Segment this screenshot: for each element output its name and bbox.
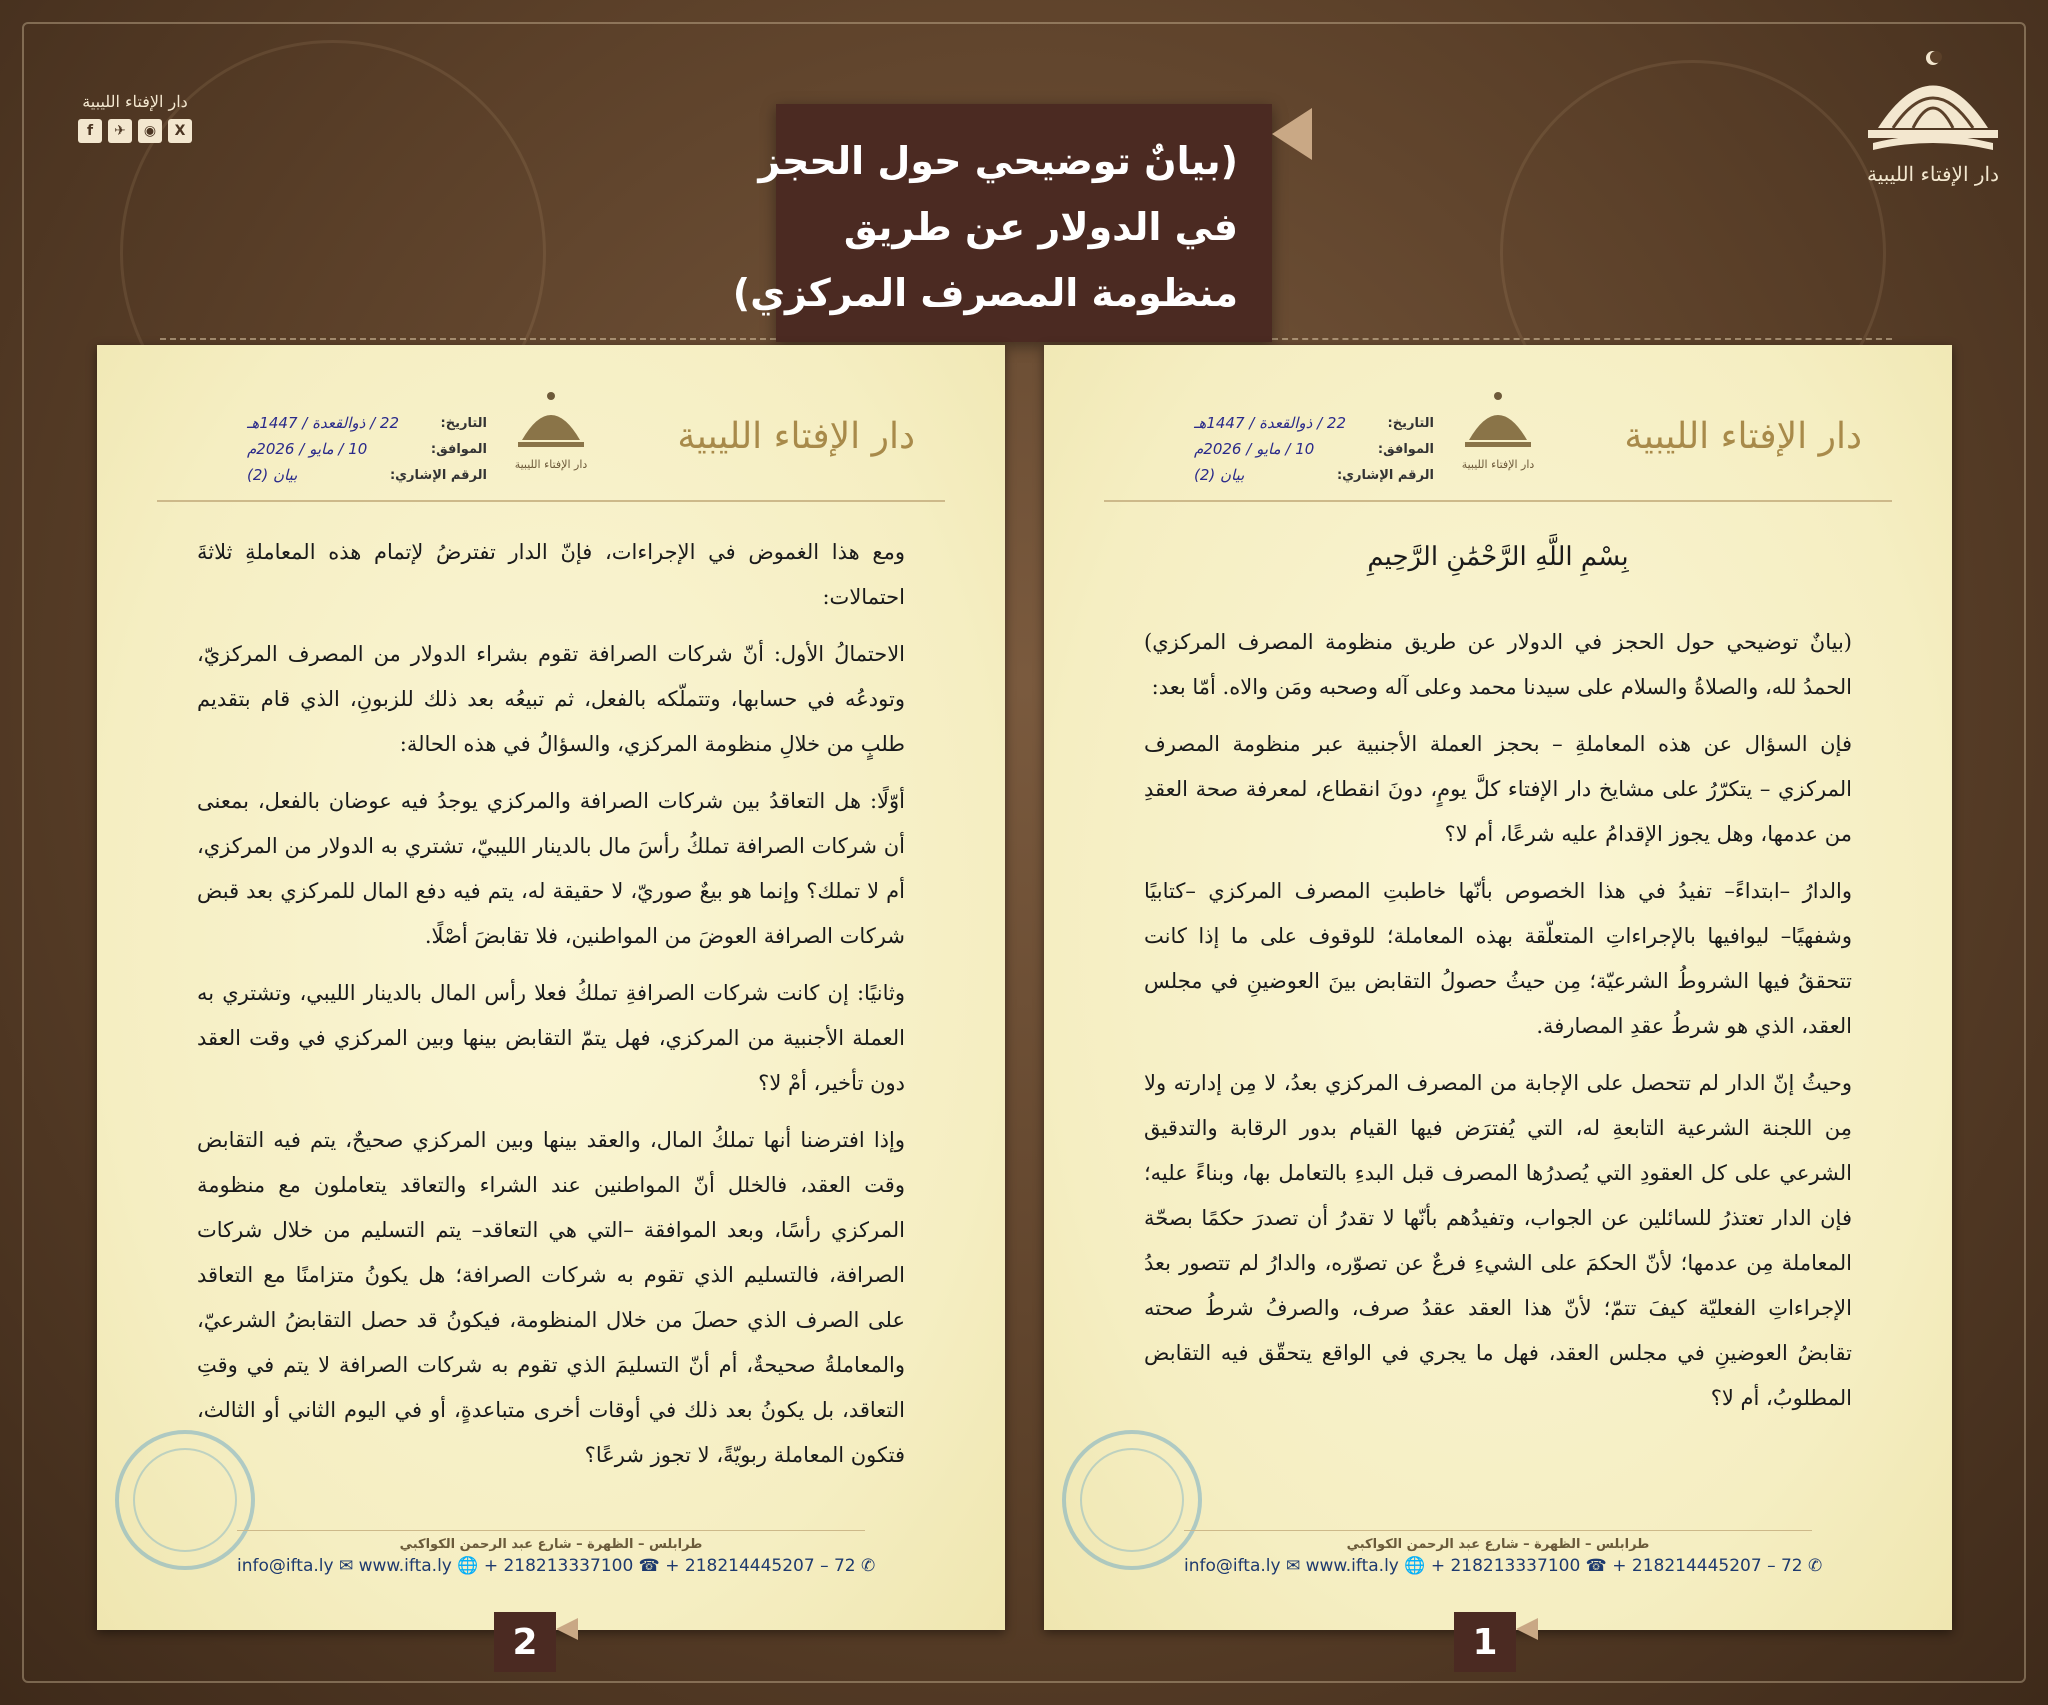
header-rule <box>1104 500 1892 502</box>
footer-rule <box>237 1530 865 1531</box>
page-1-body <box>1144 530 1852 1480</box>
page-2-body <box>197 530 905 1480</box>
corresponding-label: الموافق: <box>430 441 487 457</box>
page-number-arrow-icon <box>556 1618 578 1640</box>
dome-logo-icon <box>1858 48 2008 158</box>
footer-address: طرابلس – الظهرة – شارع عبد الرحمن الكواكبي <box>1346 1537 1650 1552</box>
ref-label: الرقم الإشاري: <box>1336 467 1434 483</box>
footer-contact: info@ifta.ly ✉ www.ifta.ly 🌐 + 218213337100 ☎ + 218214445207 – 72 ✆ <box>1184 1556 1823 1576</box>
footer-contact: info@ifta.ly ✉ www.ifta.ly 🌐 + 218213337100 ☎ + 218214445207 – 72 ✆ <box>237 1556 876 1576</box>
corresponding-value: 10 / مايو / 2026م <box>247 440 368 458</box>
page-number-1 <box>1454 1612 1516 1672</box>
page-number-2 <box>494 1612 556 1672</box>
page-number-label: 2 <box>512 1621 538 1663</box>
dome-logo-icon <box>1459 390 1537 454</box>
org-logo-small-text: دار الإفتاء الليبية <box>82 92 188 111</box>
title-banner <box>732 104 1272 342</box>
x-icon[interactable]: X <box>168 119 192 143</box>
org-logo-text: دار الإفتاء الليبية <box>1867 162 1999 186</box>
ref-label: الرقم الإشاري: <box>389 467 487 483</box>
footer-address: طرابلس – الظهرة – شارع عبد الرحمن الكواكبي <box>399 1537 703 1552</box>
header-rule <box>157 500 945 502</box>
date-value: 22 / ذوالقعدة / 1447هـ <box>247 414 399 432</box>
ref-value: بيان (2) <box>1194 466 1245 484</box>
corresponding-label: الموافق: <box>1377 441 1434 457</box>
corresponding-value: 10 / مايو / 2026م <box>1194 440 1315 458</box>
banner-arrow-icon <box>1272 108 1312 160</box>
title-line: منظومة المصرف المركزي) <box>732 271 1238 315</box>
letter-meta <box>247 410 487 488</box>
date-label: التاريخ: <box>1387 415 1434 431</box>
dome-logo-icon <box>512 390 590 454</box>
paragraph: أوّلًا: هل التعاقدُ بين شركات الصرافة والمركزي يوجدُ فيه عوضان بالفعل، بمعنى أن شركات الصرافة تملكُ رأسَ مال بالدينار الليبيّ، تشتري به الدولار من المركزي، أم لا تملك؟ وإنما هو بيعٌ صوريّ، لا حقيقة له، يتم فيه دفع المال للمركزي بعد قبض شركات الصرافة العوضَ من المواطنين، فلا تقابضَ أصْلًا. <box>197 789 905 948</box>
letterhead <box>1104 390 1892 500</box>
divider-right <box>1272 338 1892 340</box>
paragraph: والدارُ –ابتداءً– تفيدُ في هذا الخصوص بأنّها خاطبتِ المصرف المركزي –كتابيًا وشفهيًا– ليوافيها بالإجراءاتِ المتعلّقة بهذه المعاملة؛ للوقوف على ما إذا كانت تتحققُ فيها الشروطُ الشرعيّة؛ مِن حيثُ حصولُ التقابض بينَ العوضينِ في مجلس العقد، الذي هو شرطُ عقدِ المصارفة. <box>1144 879 1852 1038</box>
basmala: بِسْمِ اللَّهِ الرَّحْمَٰنِ الرَّحِيمِ <box>1367 542 1629 572</box>
paragraph: وإذا افترضنا أنها تملكُ المال، والعقد بينها وبين المركزي صحيحٌ، يتم فيه التقابض وقت العقد، فالخلل أنّ المواطنين عند الشراء والتعاقد يتعاملون مع منظومة المركزي رأسًا، وبعد الموافقة –التي هي التعاقد– يتم التسليم من خلال شركات الصرافة، فالتسليم الذي تقوم به شركات الصرافة؛ هل يكونُ متزامنًا مع التعاقد على الصرف الذي حصلَ من خلال المنظومة، فيكونُ قد حصل التقابضُ الشرعيّ، والمعاملةُ صحيحةٌ، أم أنّ التسليمَ الذي تقوم به شركات الصرافة لا يتم في وقتِ التعاقد، بل يكونُ بعد ذلك في أوقات أخرى متباعدةٍ، أو في اليوم الثاني أو الثالث، فتكون المعاملة ربويّةً، لا تجوز شرعًا؟ <box>197 1128 905 1467</box>
page-footer <box>1184 1530 1823 1600</box>
org-logo-small <box>60 92 210 143</box>
footer-rule <box>1184 1530 1812 1531</box>
telegram-icon[interactable]: ✈ <box>108 119 132 143</box>
page-number-label: 1 <box>1472 1621 1498 1663</box>
official-stamp <box>115 1430 255 1570</box>
paragraph: وثانيًا: إن كانت شركات الصرافةِ تملكُ فعلا رأس المال بالدينار الليبي، وتشتري به العملة الأجنبية من المركزي، فهل يتمّ التقابض بينها وبين المركزي في وقت العقد دون تأخير، أمْ لا؟ <box>197 981 905 1095</box>
letterhead-logo-text: دار الإفتاء الليبية <box>1461 458 1535 471</box>
letter-meta <box>1194 410 1434 488</box>
date-label: التاريخ: <box>440 415 487 431</box>
ref-value: بيان (2) <box>247 466 298 484</box>
letterhead-logo-text: دار الإفتاء الليبية <box>514 458 588 471</box>
official-stamp <box>1062 1430 1202 1570</box>
letterhead-logo <box>506 390 596 471</box>
title-line: في الدولار عن طريق <box>843 205 1238 249</box>
page-footer <box>237 1530 876 1600</box>
org-logo <box>1858 48 2008 198</box>
page-number-arrow-icon <box>1516 1618 1538 1640</box>
letterhead-brand: دار الإفتاء الليبية <box>677 416 915 457</box>
paragraph: الاحتمالُ الأول: أنّ شركات الصرافة تقوم بشراء الدولار من المصرف المركزيّ، وتودعُه في حسابها، وتتملّكه بالفعل، ثم تبيعُه بعد ذلك للزبونِ، الذي قام بتقديم طلبٍ من خلالِ منظومة المركزي، والسؤالُ في هذه الحالة: <box>197 642 905 756</box>
title-line: (بيانٌ توضيحي حول الحجز <box>758 139 1238 183</box>
date-value: 22 / ذوالقعدة / 1447هـ <box>1194 414 1346 432</box>
letterhead-brand: دار الإفتاء الليبية <box>1624 416 1862 457</box>
document-page-1 <box>1044 345 1952 1630</box>
letterhead <box>157 390 945 500</box>
social-links <box>60 119 210 143</box>
paragraph: فإن السؤال عن هذه المعاملةِ – بحجز العملة الأجنبية عبر منظومة المصرف المركزي – يتكرّرُ على مشايخ دار الإفتاء كلَّ يومٍ، دونَ انقطاع، لمعرفة صحة العقدِ من عدمها، وهل يجوز الإقدامُ عليه شرعًا، أم لا؟ <box>1144 732 1852 846</box>
document-page-2 <box>97 345 1005 1630</box>
facebook-icon[interactable]: f <box>78 119 102 143</box>
instagram-icon[interactable]: ◉ <box>138 119 162 143</box>
paragraph: (بيانٌ توضيحي حول الحجز في الدولار عن طريق منظومة المصرف المركزي) الحمدُ لله، والصلاةُ والسلام على سيدنا محمد وعلى آله وصحبه ومَن والاه. أمّا بعد: <box>1144 630 1852 699</box>
divider-left <box>160 338 776 340</box>
paragraph: ومع هذا الغموض في الإجراءات، فإنّ الدار تفترضُ لإتمام هذه المعاملةِ ثلاثةَ احتمالات: <box>197 540 905 609</box>
letterhead-logo <box>1453 390 1543 471</box>
paragraph: وحيثُ إنّ الدار لم تتحصل على الإجابة من المصرف المركزي بعدُ، لا مِن إدارته ولا مِن اللجنة الشرعية التابعةِ له، التي يُفترَض فيها القيام بدور الرقابة والتدقيق الشرعي على كل العقودِ التي يُصدرُها المصرف قبل البدءِ بالتعامل بها، وبناءً عليه؛ فإن الدار تعتذرُ للسائلين عن الجواب، وتفيدُهم بأنّها لا تقدرُ أن تصدرَ حكمًا بصحّة المعاملة مِن عدمها؛ لأنّ الحكمَ على الشيءِ فرعٌ عن تصوّره، والدارُ لم تتصور بعدُ الإجراءاتِ الفعليّة كيفَ تتمّ؛ لأنّ هذا العقد عقدُ صرف، والصرفُ شرطُ صحته تقابضُ العوضينِ في مجلس العقد، فهل ما يجري في الواقع يتحقّق فيه التقابض المطلوبُ، أم لا؟ <box>1144 1071 1852 1410</box>
